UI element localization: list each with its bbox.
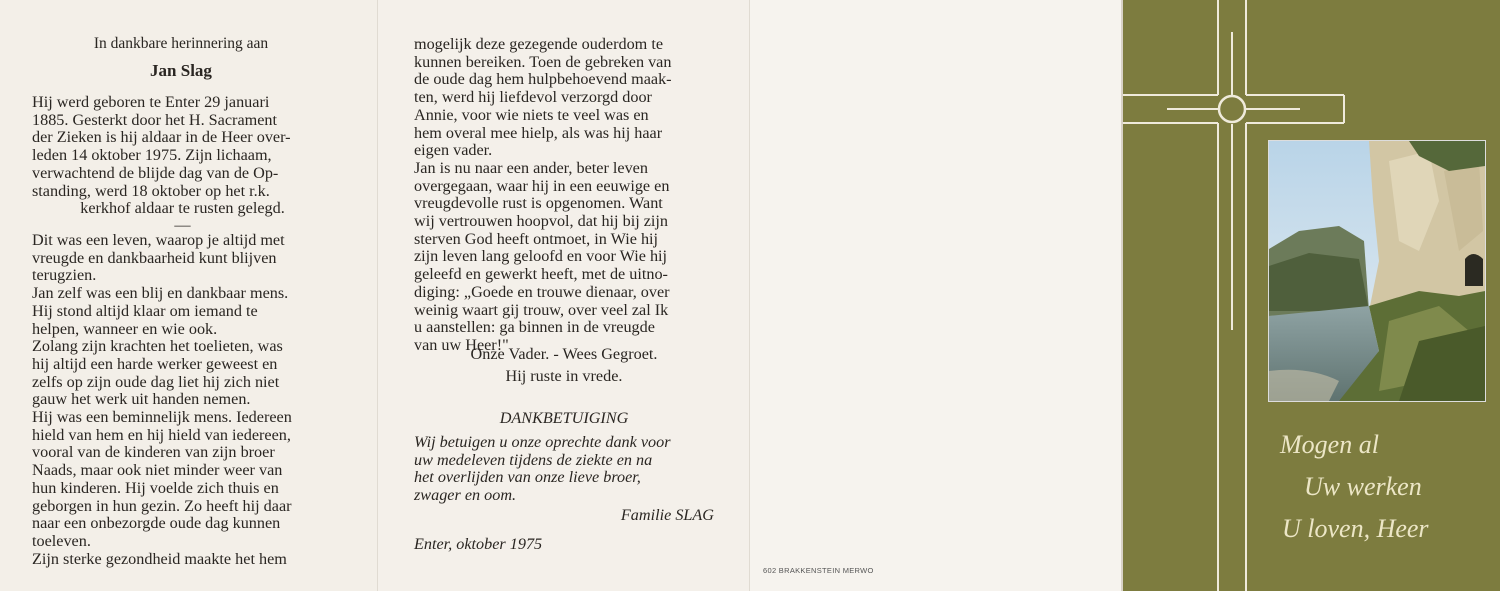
card-panel-middle [378,0,750,591]
tribute-line: vreugde en dankbaarheid kunt blijven [32,248,277,267]
tribute-line: sterven God heeft ontmoet, in Wie hij [414,229,659,248]
tribute-line: gauw het werk uit handen nemen. [32,390,251,409]
landscape-photo [1268,140,1486,402]
bio-line: leden 14 oktober 1975. Zijn lichaam, [32,146,272,165]
thanks-text [414,434,714,505]
tribute-line: terugzien. [32,266,97,285]
family-signature: Familie SLAG [620,506,714,524]
tribute-line: Naads, maar ook niet minder weer van [32,461,283,480]
tribute-line: hield van hem en hij hield van iedereen, [32,425,291,444]
thanks-line: het overlijden van onze lieve broer, [414,468,641,487]
prayer-line: Onze Vader. - Wees Gegroet. [470,345,658,363]
biography [32,94,333,232]
bio-line: verwachtend de blijde dag van de Op- [32,163,279,182]
tribute-line: hun kinderen. Hij voelde zich thuis en [32,478,279,497]
memorial-heading: In dankbare herinnering aan [93,35,269,52]
tribute-line: Jan is nu naar een ander, beter leven [414,158,648,177]
tribute-line: helpen, wanneer en wie ook. [32,319,218,338]
tribute-line: naar een onbezorgde oude dag kunnen [32,514,281,533]
tribute-line: Zolang zijn krachten het toelieten, was [32,337,283,356]
tribute-line: overgegaan, waar hij in een eeuwige en [414,176,670,195]
tribute-line: vreugdevolle rust is opgenomen. Want [414,194,663,213]
card-cover [1122,0,1500,591]
thanks-title: DANKBETUIGING [499,409,629,427]
tribute-line: hem overal mee hielp, als was hij haar [414,123,663,142]
tribute-line: de oude dag hem hulpbehoevend maak- [414,70,672,89]
fold-line [1121,0,1123,591]
tribute-line: ten, werd hij liefdevol verzorgd door [414,88,652,107]
tribute-line: Dit was een leven, waarop je altijd met [32,231,285,249]
thanks-line: uw medeleven tijdens de ziekte en na [414,450,653,469]
bio-line: kerkhof aldaar te rusten gelegd. [80,199,285,218]
tribute-line: Jan zelf was een blij en dankbaar mens. [32,284,289,303]
tribute-line: Hij stond altijd klaar om iemand te [32,301,258,320]
card-panel-blank [750,0,1122,591]
tribute-line: geleefd en gewerkt heeft, met de uitno- [414,265,668,284]
verse-line: Uw werken [1304,472,1422,501]
separator-dash: — [174,215,191,234]
tribute-line: Annie, voor wie niets te veel was en [414,105,649,124]
thanks-line: Wij betuigen u onze oprechte dank voor [414,433,671,451]
tribute-line: Hij was een beminnelijk mens. Iedereen [32,408,292,427]
verse-line: U loven, Heer [1282,514,1429,543]
printer-mark: 602 BRAKKENSTEIN MERWO [763,566,874,575]
tribute-line: weinig waart gij trouw, over veel zal Ik [414,300,669,319]
tribute-continued [414,36,714,355]
verse-line: Mogen al [1280,430,1379,459]
tribute-line: zijn leven lang geloofd en voor Wie hij [414,247,668,266]
card-panel-left [0,0,378,591]
tribute-line: mogelijk deze gezegende ouderdom te [414,35,664,53]
tribute-line: Zijn sterke gezondheid maakte het hem [32,549,287,568]
tribute-line: vooral van de kinderen van zijn broer [32,443,275,462]
bio-line: Hij werd geboren te Enter 29 januari [32,93,270,111]
tribute-line: diging: „Goede en trouwe dienaar, over [414,282,670,301]
rest-in-peace: Hij ruste in vrede. [505,367,623,385]
tribute-text [32,232,333,568]
tribute-line: geborgen in hun gezin. Zo heeft hij daar [32,496,292,515]
place-date: Enter, oktober 1975 [414,535,543,553]
tribute-line: hij altijd een harde werker geweest en [32,354,278,373]
tribute-line: van uw Heer!" [414,335,509,354]
tribute-line: zelfs op zijn oude dag liet hij zich niet [32,372,280,391]
tribute-line: u aanstellen: ga binnen in de vreugde [414,318,655,337]
tribute-line: kunnen bereiken. Toen de gebreken van [414,52,672,71]
tribute-line: toeleven. [32,531,91,550]
deceased-name: Jan Slag [150,61,212,80]
tribute-line: eigen vader. [414,141,493,160]
bio-line: 1885. Gesterkt door het H. Sacrament [32,110,277,129]
bio-line: der Zieken is hij aldaar in de Heer over- [32,128,291,147]
bio-line: standing, werd 18 oktober op het r.k. [32,181,270,200]
tribute-line: wij vertrouwen hoopvol, dat hij bij zijn [414,212,669,231]
thanks-line: zwager en oom. [414,486,517,505]
